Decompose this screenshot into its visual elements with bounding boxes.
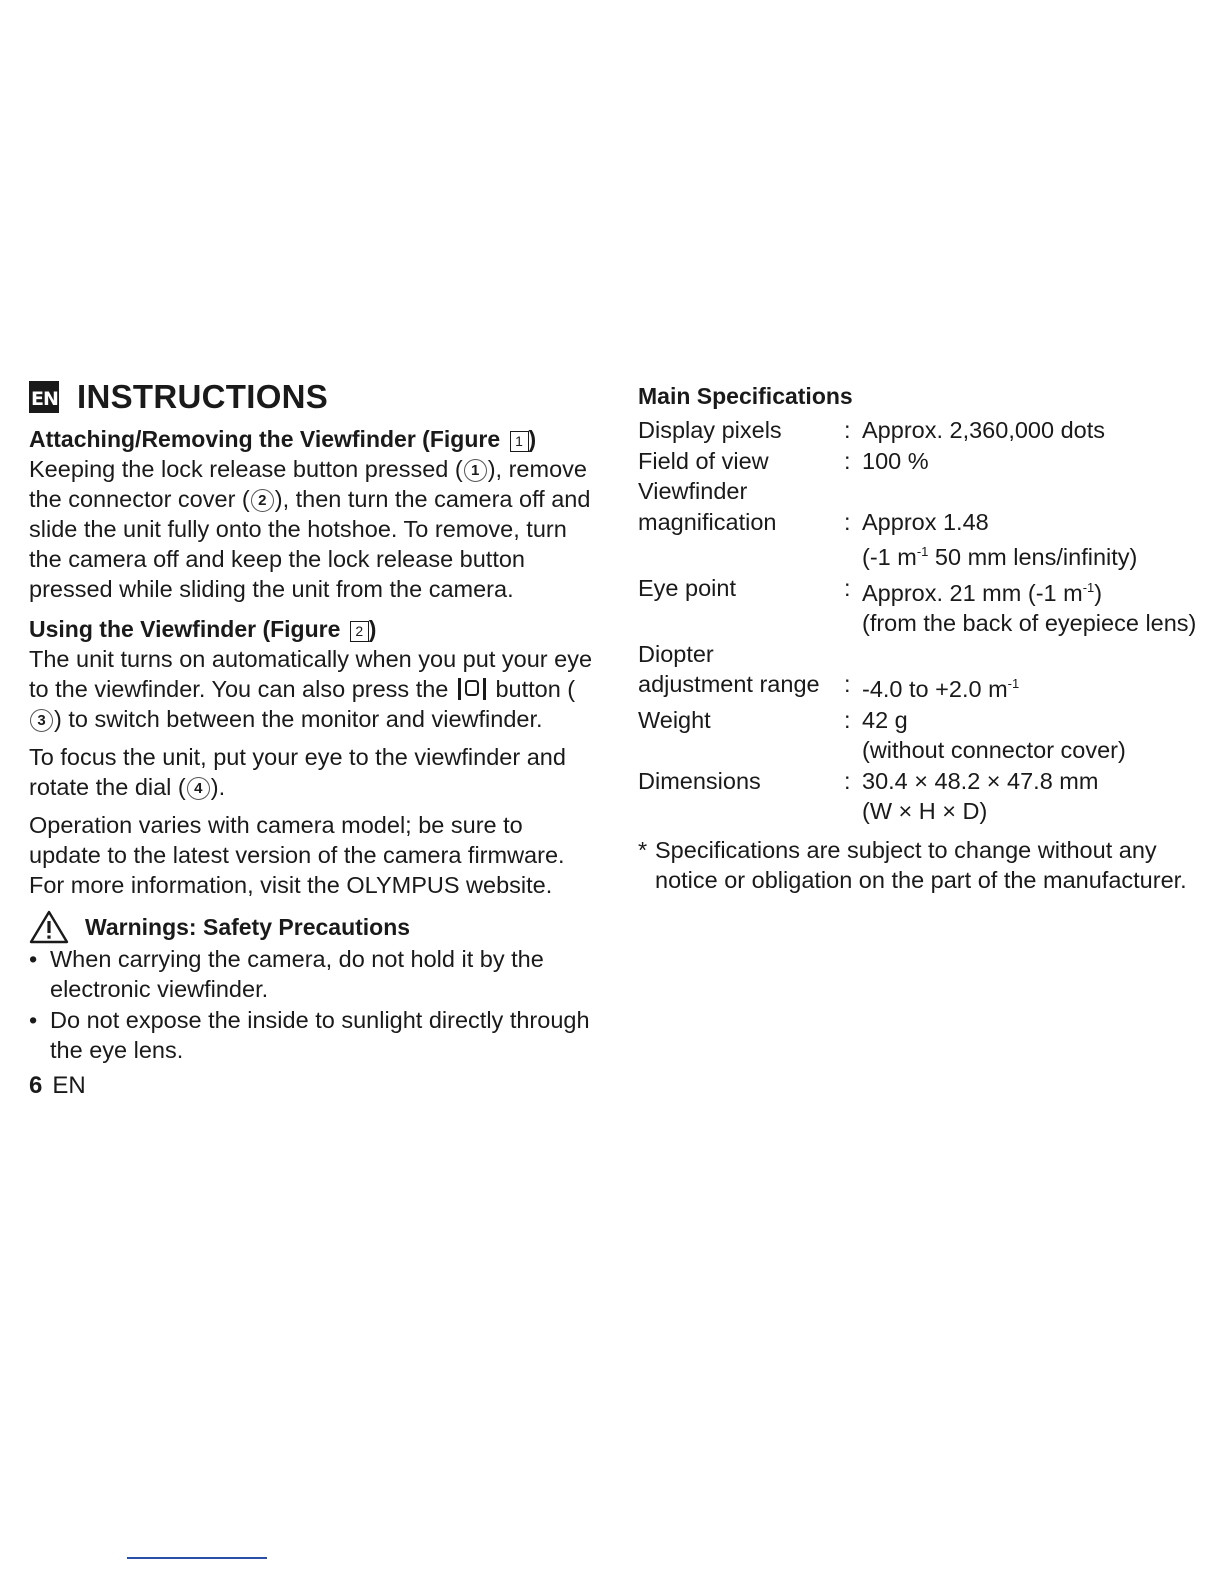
- figure-1-badge: 1: [510, 431, 529, 452]
- attaching-heading-text: Attaching/Removing the Viewfinder (Figure: [29, 426, 501, 452]
- step-2-marker: 2: [251, 489, 274, 512]
- spec-value: 100 %: [862, 447, 929, 474]
- page-number: 6: [29, 1072, 43, 1099]
- lv-button-icon: [457, 678, 487, 700]
- attaching-heading: [29, 424, 599, 454]
- attaching-text-a: Keeping the lock release button pressed (: [29, 456, 463, 482]
- warning-item: • Do not expose the inside to sunlight directly through the eye lens.: [29, 1005, 599, 1065]
- left-column: [29, 376, 599, 1101]
- spec-label: Display pixels: [638, 417, 782, 443]
- spec-value-text: ): [1094, 579, 1103, 606]
- spec-row-diopter-label: [638, 639, 1196, 670]
- using-heading: [29, 614, 599, 644]
- spec-colon: :: [844, 447, 851, 474]
- spec-colon: :: [844, 767, 851, 794]
- spec-value-sub: (without connector cover): [862, 737, 1126, 763]
- spec-colon: :: [844, 706, 851, 733]
- spec-row-magnification-label: [638, 476, 1196, 507]
- superscript: -1: [916, 544, 929, 559]
- spec-value: [862, 573, 1196, 609]
- specs-heading: Main Specifications: [638, 383, 853, 409]
- spec-label: Diopter: [638, 640, 714, 667]
- superscript: -1: [1082, 579, 1095, 595]
- spec-label: magnification: [638, 508, 777, 535]
- footnote-text: Specifications are subject to change without any notice or obligation on the part of the manufacturer.: [655, 836, 1187, 893]
- focus-text-b: ).: [210, 774, 226, 800]
- spec-row-weight: [638, 705, 1196, 736]
- spec-value: Approx 1.48: [862, 508, 989, 535]
- specs-table: [638, 415, 1196, 827]
- spec-sub-text: (-1 m: [862, 544, 917, 570]
- spec-row-field-of-view: [638, 446, 1196, 477]
- warnings-list: [29, 944, 599, 1065]
- page-footer: [29, 1071, 599, 1101]
- step-4-marker: 4: [187, 777, 210, 800]
- page-title: [29, 376, 599, 418]
- spec-row-dimensions-sub: [638, 796, 1196, 827]
- warnings-heading: [29, 910, 599, 944]
- using-text-c: ) to switch between the monitor and viewfinder.: [54, 706, 543, 732]
- spec-value-sub: (W × H × D): [862, 798, 988, 824]
- warnings-heading-text: Warnings: Safety Precautions: [85, 914, 411, 940]
- spec-colon: :: [844, 671, 851, 697]
- warning-triangle-icon: [29, 910, 69, 944]
- spec-row-magnification: [638, 507, 1196, 538]
- right-column: [638, 381, 1198, 895]
- spec-label: Weight: [638, 706, 711, 733]
- using-text-b: button (: [495, 676, 576, 702]
- spec-colon: :: [844, 574, 851, 601]
- footnote-mark: *: [638, 836, 648, 863]
- spec-label: Dimensions: [638, 767, 761, 794]
- using-text-a: The unit turns on automatically when you put your eye to the viewfinder. You can also press the: [29, 646, 593, 702]
- spec-row-magnification-sub: [638, 537, 1196, 573]
- spec-label: adjustment range: [638, 671, 820, 697]
- spec-row-display-pixels: [638, 415, 1196, 446]
- figure-2-badge: 2: [350, 621, 369, 642]
- attaching-heading-end: ): [528, 426, 537, 452]
- footer-lang: EN: [52, 1072, 86, 1099]
- using-heading-end: ): [368, 616, 377, 642]
- spec-row-eye-point: [638, 573, 1196, 609]
- spec-value-text: Approx. 21 mm (-1 m: [862, 579, 1083, 606]
- title-text: INSTRUCTIONS: [77, 378, 329, 415]
- spec-label: Field of view: [638, 447, 769, 474]
- spec-row-eye-point-sub: [638, 608, 1196, 639]
- spec-value-sub: (from the back of eyepiece lens): [862, 610, 1197, 636]
- warning-item: • When carrying the camera, do not hold it by the electronic viewfinder.: [29, 944, 599, 1004]
- bottom-rule: [127, 1557, 267, 1559]
- spec-label: Viewfinder: [638, 478, 748, 504]
- spec-row-dimensions: [638, 766, 1196, 797]
- spec-label: Eye point: [638, 574, 736, 601]
- spec-row-diopter: [638, 669, 1196, 705]
- spec-value: Approx. 2,360,000 dots: [862, 417, 1106, 443]
- attaching-text-c: ), then turn the camera off and slide the unit fully onto the hotshoe. To remove, turn the camera off and keep the lock release button pressed while sliding the unit from the camera.: [29, 486, 591, 602]
- operation-paragraph: Operation varies with camera model; be sure to update to the latest version of the camera firmware. For more information, visit the OLYMPUS website.: [29, 812, 565, 898]
- spec-value: 42 g: [862, 706, 908, 733]
- superscript: -1: [1007, 676, 1020, 691]
- focus-paragraph: [29, 742, 599, 802]
- step-3-marker: 3: [30, 709, 53, 732]
- spec-value-text: -4.0 to +2.0 m: [862, 676, 1008, 702]
- spec-colon: :: [844, 417, 851, 443]
- step-1-marker: 1: [464, 459, 487, 482]
- spec-sub-text: 50 mm lens/infinity): [928, 544, 1138, 570]
- using-paragraph: [29, 644, 599, 734]
- using-heading-text: Using the Viewfinder (Figure: [29, 616, 341, 642]
- specs-footnote: [638, 835, 1198, 895]
- focus-text-a: To focus the unit, put your eye to the viewfinder and rotate the dial (: [29, 744, 566, 800]
- spec-value: [862, 669, 1196, 705]
- attaching-text-b: ), remove the connector cover (: [29, 456, 587, 512]
- spec-row-weight-sub: [638, 735, 1196, 766]
- attaching-paragraph: [29, 454, 599, 604]
- spec-value: 30.4 × 48.2 × 47.8 mm: [862, 767, 1099, 794]
- language-badge: EN: [29, 381, 59, 413]
- spec-value-sub: [862, 537, 1196, 573]
- spec-colon: :: [844, 508, 851, 535]
